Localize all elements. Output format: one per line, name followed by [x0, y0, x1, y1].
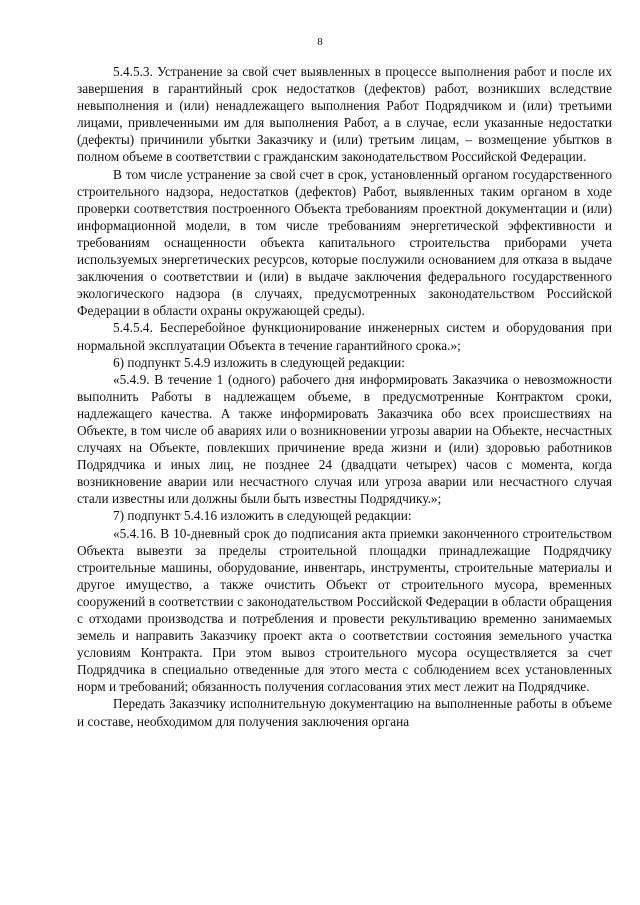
paragraph-amendment-6: 6) подпункт 5.4.9 изложить в следующей редакции:: [113, 354, 405, 370]
paragraph-5-4-5-4: 5.4.5.4. Бесперебойное функционирование инженерных систем и оборудования при нормальной эксплуатации Объекта в течение гарантийного срока.»;: [77, 320, 612, 353]
paragraph-state-supervision: В том числе устранение за свой счет в срок, установленный органом государственного строительного надзора, недостатков (дефектов) Работ, выявленных таким органом в ходе проверки соответствия построенного Объекта требованиям проектной документации и (или) информационной модели, в том числе требованиям энергетической эффективности и требованиям оснащенности объекта капитального строительства приборами учета используемых энергетических ресурсов, которые послужили основанием для отказа в выдаче заключения о соответствии и (или) в выдаче заключения федерального государственного экологического надзора (в случаях, предусмотренных законодательством Российской Федерации в области охраны окружающей среды).: [77, 166, 612, 319]
paragraph-5-4-5-3: 5.4.5.3. Устранение за свой счет выявленных в процессе выполнения работ и после их завершения в гарантийный срок недостатков (дефектов) работ, возникших вследствие невыполнения и (или) ненадлежащего выполнения Работ Подрядчиком и (или) третьими лицами, привлеченными им для выполнения Работ, а в случае, если указанные недостатки (дефекты) причинили убытки Заказчику и (или) третьим лицам, – возмещение убытков в полном объеме в соответствии с гражданским законодательством Российской Федерации.: [77, 64, 612, 165]
paragraph-documentation-transfer: Передать Заказчику исполнительную документацию на выполненные работы в объеме и составе, необходимом для получения заключения органа: [77, 696, 612, 729]
document-body: [77, 63, 612, 730]
page-number: 8: [317, 36, 323, 48]
paragraph-amendment-7: 7) подпункт 5.4.16 изложить в следующей редакции:: [113, 508, 412, 524]
paragraph-5-4-16: «5.4.16. В 10-дневный срок до подписания акта приемки законченного строительством Объекта вывезти за пределы строительной площадки принадлежащие Подрядчику строительные машины, оборудование, инвентарь, инструменты, строительные материалы и другое имущество, а также очистить Объект от строительного мусора, временных сооружений в соответствии с законодательством Российской Федерации в области обращения с отходами производства и потребления и провести рекультивацию временно занимаемых земель и направить Заказчику проект акта о соответствии состояния земельного участка условиям Контракта. При этом вывоз строительного мусора осуществляется за счет Подрядчика в специально отведенные для этого места с соблюдением всех установленных норм и требований; обязанность получения согласования этих мест лежит на Подрядчике.: [77, 525, 612, 695]
paragraph-5-4-9: «5.4.9. В течение 1 (одного) рабочего дня информировать Заказчика о невозможности выполнить Работы в надлежащем объеме, в предусмотренные Контрактом сроки, надлежащего качества. А также информировать Заказчика обо всех происшествиях на Объекте, в том числе об авариях или о возникновении угрозы аварии на Объекте, несчастных случаях на Объекте, повлекших причинение вреда жизни и (или) здоровью работников Подрядчика и иных лиц, не позднее 24 (двадцати четырех) часов с момента, когда возникновение аварии или несчастного случая или угроза аварии или несчастного случая стали известны или должны были быть известны Подрядчику.»;: [77, 371, 612, 507]
